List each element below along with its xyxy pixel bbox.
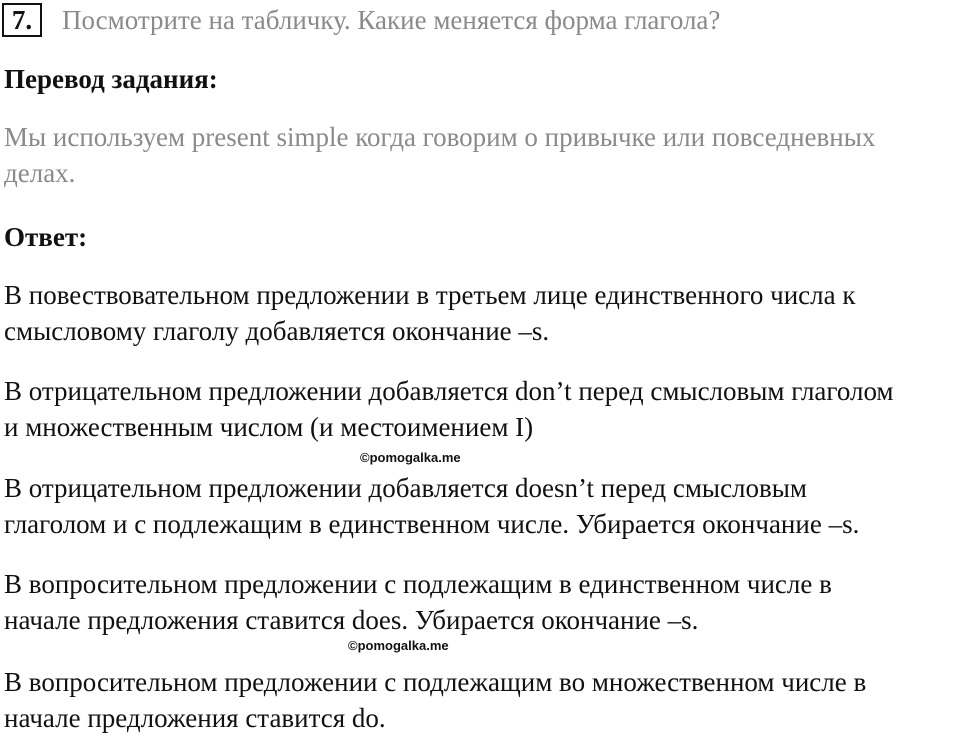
answer-paragraph-1: [4, 277, 956, 349]
task-text: Посмотрите на табличку. Какие меняется форма глагола?: [62, 4, 721, 35]
answer-line: начале предложения ставится does. Убирается окончание –s.: [4, 605, 699, 635]
answer-line: смысловому глаголу добавляется окончание –s.: [4, 316, 550, 346]
answer-line: В отрицательном предложении добавляется don’t перед смысловым глаголом: [4, 376, 894, 406]
translation-heading: Перевод задания:: [4, 64, 218, 94]
watermark: ©pomogalka.me: [348, 638, 449, 653]
watermark: ©pomogalka.me: [360, 450, 461, 465]
task-header: [2, 0, 720, 40]
answer-line: глаголом и с подлежащим в единственном числе. Убирается окончание –s.: [4, 509, 860, 539]
answer-line: и множественным числом (и местоимением I): [4, 412, 534, 442]
answer-paragraph-4: [4, 566, 956, 638]
translation-text: [4, 119, 956, 191]
answer-paragraph-3: [4, 470, 956, 542]
task-number: 7.: [2, 3, 42, 37]
answer-line: В вопросительном предложении с подлежащим в единственном числе в: [4, 569, 832, 599]
answer-line: начале предложения ставится do.: [4, 703, 386, 733]
answer-paragraph-5: [4, 664, 956, 736]
answer-heading: Ответ:: [4, 222, 88, 252]
answer-line: В вопросительном предложении с подлежащим во множественном числе в: [4, 667, 867, 697]
answer-line: В повествовательном предложении в третьем лице единственного числа к: [4, 280, 856, 310]
answer-paragraph-2: [4, 373, 956, 445]
translation-line: делах.: [4, 158, 76, 188]
translation-line: Мы используем present simple когда говорим о привычке или повседневных: [4, 122, 876, 152]
answer-line: В отрицательном предложении добавляется doesn’t перед смысловым: [4, 473, 807, 503]
